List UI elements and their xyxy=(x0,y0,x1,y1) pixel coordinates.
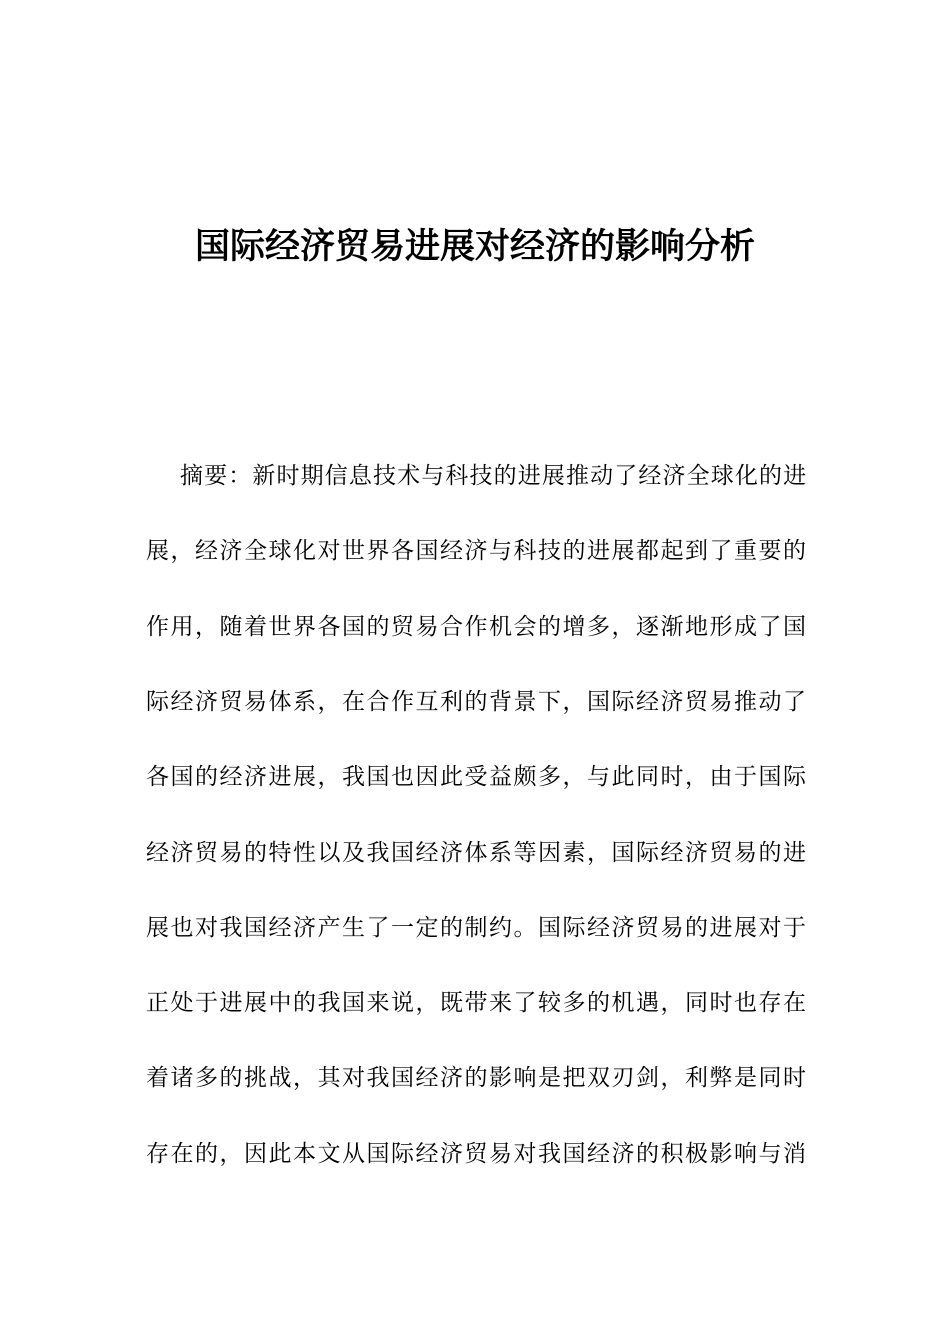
abstract-line: 存在的，因此本文从国际经济贸易对我国经济的积极影响与消 xyxy=(146,1141,806,1167)
abstract-line: 展，经济全球化对世界各国经济与科技的进展都起到了重要的 xyxy=(146,538,806,564)
abstract-line: 展也对我国经济产生了一定的制约。国际经济贸易的进展对于 xyxy=(146,915,806,941)
abstract-line: 各国的经济进展，我国也因此受益颇多，与此同时，由于国际 xyxy=(146,764,806,790)
abstract-line: 作用，随着世界各国的贸易合作机会的增多，逐渐地形成了国 xyxy=(146,614,806,640)
abstract-line: 着诸多的挑战，其对我国经济的影响是把双刃剑，利弊是同时 xyxy=(146,1065,806,1091)
abstract-line: 正处于进展中的我国来说，既带来了较多的机遇，同时也存在 xyxy=(146,990,806,1016)
abstract-line: 摘要：新时期信息技术与科技的进展推动了经济全球化的进 xyxy=(180,463,806,489)
abstract-line: 经济贸易的特性以及我国经济体系等因素，国际经济贸易的进 xyxy=(146,840,806,866)
abstract-line: 际经济贸易体系，在合作互利的背景下，国际经济贸易推动了 xyxy=(146,689,806,715)
document-title: 国际经济贸易进展对经济的影响分析 xyxy=(194,227,755,267)
